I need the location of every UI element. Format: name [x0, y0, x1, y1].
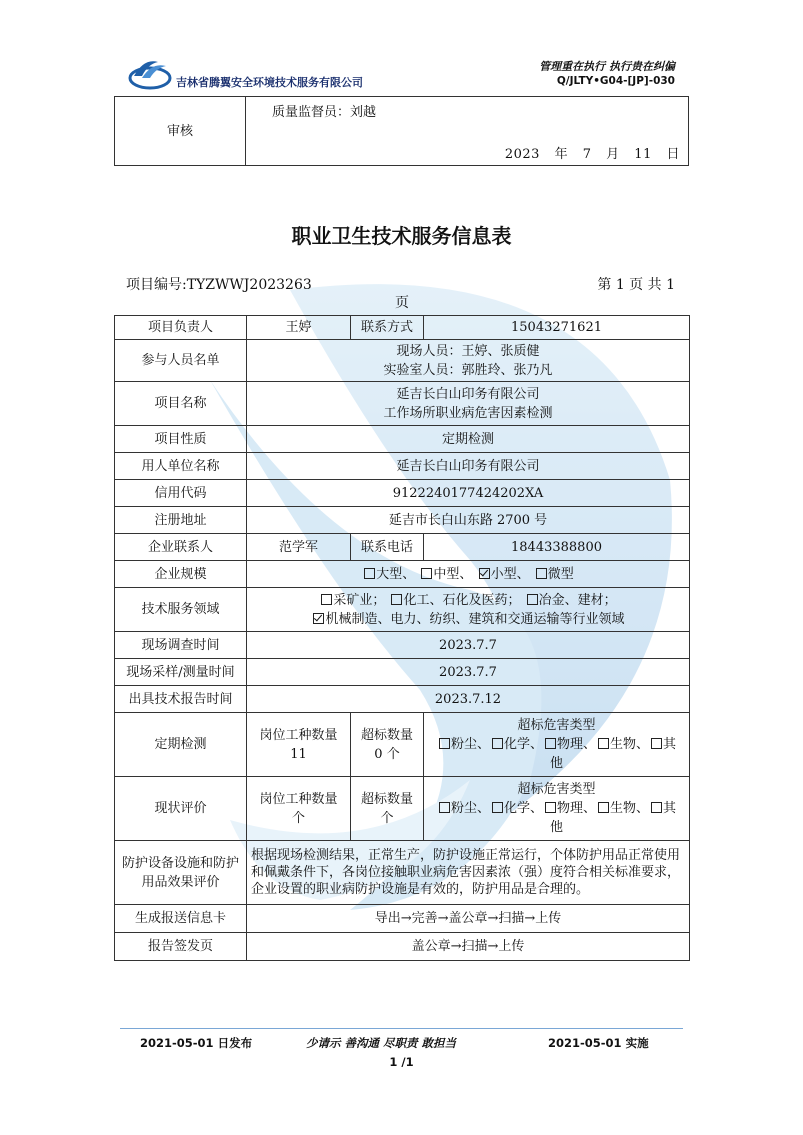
- company-name: 吉林省腾翼安全环境技术服务有限公司: [176, 76, 363, 89]
- sign-label: 报告签发页: [115, 933, 247, 961]
- page-title: 职业卫生技术服务信息表: [291, 224, 512, 248]
- project-name-value: 延吉长白山印务有限公司 工作场所职业病危害因素检测: [247, 382, 690, 426]
- employer-value: 延吉长白山印务有限公司: [247, 453, 690, 480]
- scale-label: 企业规模: [115, 561, 247, 588]
- effective-date: 2021-05-01 实施: [548, 1036, 649, 1050]
- nature-label: 项目性质: [115, 426, 247, 453]
- address-label: 注册地址: [115, 507, 247, 534]
- checkbox-small-checked: [479, 568, 490, 579]
- sampling-date: 2023.7.7: [247, 659, 690, 686]
- nature-value: 定期检测: [247, 426, 690, 453]
- report-date: 2023.7.12: [247, 686, 690, 713]
- enterprise-contact-value: 范学军: [247, 534, 351, 561]
- periodic-label: 定期检测: [115, 713, 247, 777]
- company-logo-icon: [128, 56, 172, 90]
- footer-divider: [120, 1028, 683, 1029]
- card-flow: 导出→完善→盖公章→扫描→上传: [247, 905, 690, 933]
- checkbox-mech-checked: [313, 613, 324, 624]
- checkbox-medium: [421, 568, 432, 579]
- leader-label: 项目负责人: [115, 316, 247, 340]
- checkbox-chemical: [492, 738, 503, 749]
- status-posts: 岗位工种数量 个: [247, 777, 351, 841]
- scale-options: 大型、 中型、 小型、 微型: [247, 561, 690, 588]
- periodic-exceed: 超标数量 0 个: [351, 713, 424, 777]
- checkbox-dust-2: [439, 802, 450, 813]
- field-options: 采矿业； 化工、石化及医药； 冶金、建材； 机械制造、电力、纺织、建筑和交通运输等行业领域: [247, 588, 690, 632]
- report-label: 出具技术报告时间: [115, 686, 247, 713]
- header-slogan: 管理重在执行 执行贵在纠偏: [539, 60, 675, 73]
- checkbox-micro: [536, 568, 547, 579]
- checkbox-biological: [598, 738, 609, 749]
- project-number: 项目编号:TYZWWJ2023263: [126, 277, 312, 293]
- members-value: 现场人员：王婷、张质健 实验室人员：郭胜玲、张乃凡: [247, 340, 690, 382]
- checkbox-dust: [439, 738, 450, 749]
- review-label: 审核: [115, 97, 246, 166]
- checkbox-chemical-2: [492, 802, 503, 813]
- review-table: [114, 96, 689, 166]
- contact-label: 联系方式: [351, 316, 424, 340]
- project-name-label: 项目名称: [115, 382, 247, 426]
- survey-label: 现场调查时间: [115, 632, 247, 659]
- status-label: 现状评价: [115, 777, 247, 841]
- checkbox-other-2: [651, 802, 662, 813]
- sampling-label: 现场采样/测量时间: [115, 659, 247, 686]
- info-table: [114, 315, 690, 961]
- checkbox-chem: [391, 594, 402, 605]
- field-label: 技术服务领域: [115, 588, 247, 632]
- credit-label: 信用代码: [115, 480, 247, 507]
- review-date: 2023 年 7 月 11 日: [504, 147, 680, 162]
- page-info: 第 1 页 共 1: [597, 277, 675, 293]
- checkbox-large: [364, 568, 375, 579]
- phone-value: 18443388800: [424, 534, 690, 561]
- status-hazard-types: 超标危害类型 粉尘、 化学、 物理、 生物、 其 他: [424, 777, 690, 841]
- leader-value: 王婷: [247, 316, 351, 340]
- sign-flow: 盖公章→扫描→上传: [247, 933, 690, 961]
- footer-motto: 少请示 善沟通 尽职责 敢担当: [306, 1036, 457, 1050]
- checkbox-mining: [321, 594, 332, 605]
- checkbox-biological-2: [598, 802, 609, 813]
- checkbox-metal: [527, 594, 538, 605]
- enterprise-contact-label: 企业联系人: [115, 534, 247, 561]
- survey-date: 2023.7.7: [247, 632, 690, 659]
- checkbox-physical: [545, 738, 556, 749]
- protect-text: 根据现场检测结果，正常生产，防护设施正常运行，个体防护用品正常使用和佩戴条件下，各岗位接触职业病危害因素浓（强）度符合相关标准要求，企业设置的职业病防护设施是有效的，防护用品是合理的。: [247, 841, 690, 905]
- contact-value: 15043271621: [424, 316, 690, 340]
- address-value: 延吉市长白山东路 2700 号: [247, 507, 690, 534]
- credit-value: 9122240177424202XA: [247, 480, 690, 507]
- page-info-tail: 页: [395, 295, 409, 311]
- document-code: Q/JLTY•G04-[JP]-030: [556, 75, 675, 87]
- checkbox-physical-2: [545, 802, 556, 813]
- page-number: 1 /1: [389, 1055, 414, 1069]
- release-date: 2021-05-01 日发布: [140, 1036, 253, 1050]
- periodic-posts: 岗位工种数量 11: [247, 713, 351, 777]
- protect-label: 防护设备设施和防护用品效果评价: [115, 841, 247, 905]
- phone-label: 联系电话: [351, 534, 424, 561]
- quality-supervisor: 质量监督员：刘越: [272, 105, 377, 120]
- card-label: 生成报送信息卡: [115, 905, 247, 933]
- checkbox-other: [651, 738, 662, 749]
- periodic-hazard-types: 超标危害类型 粉尘、 化学、 物理、 生物、 其 他: [424, 713, 690, 777]
- members-label: 参与人员名单: [115, 340, 247, 382]
- employer-label: 用人单位名称: [115, 453, 247, 480]
- status-exceed: 超标数量 个: [351, 777, 424, 841]
